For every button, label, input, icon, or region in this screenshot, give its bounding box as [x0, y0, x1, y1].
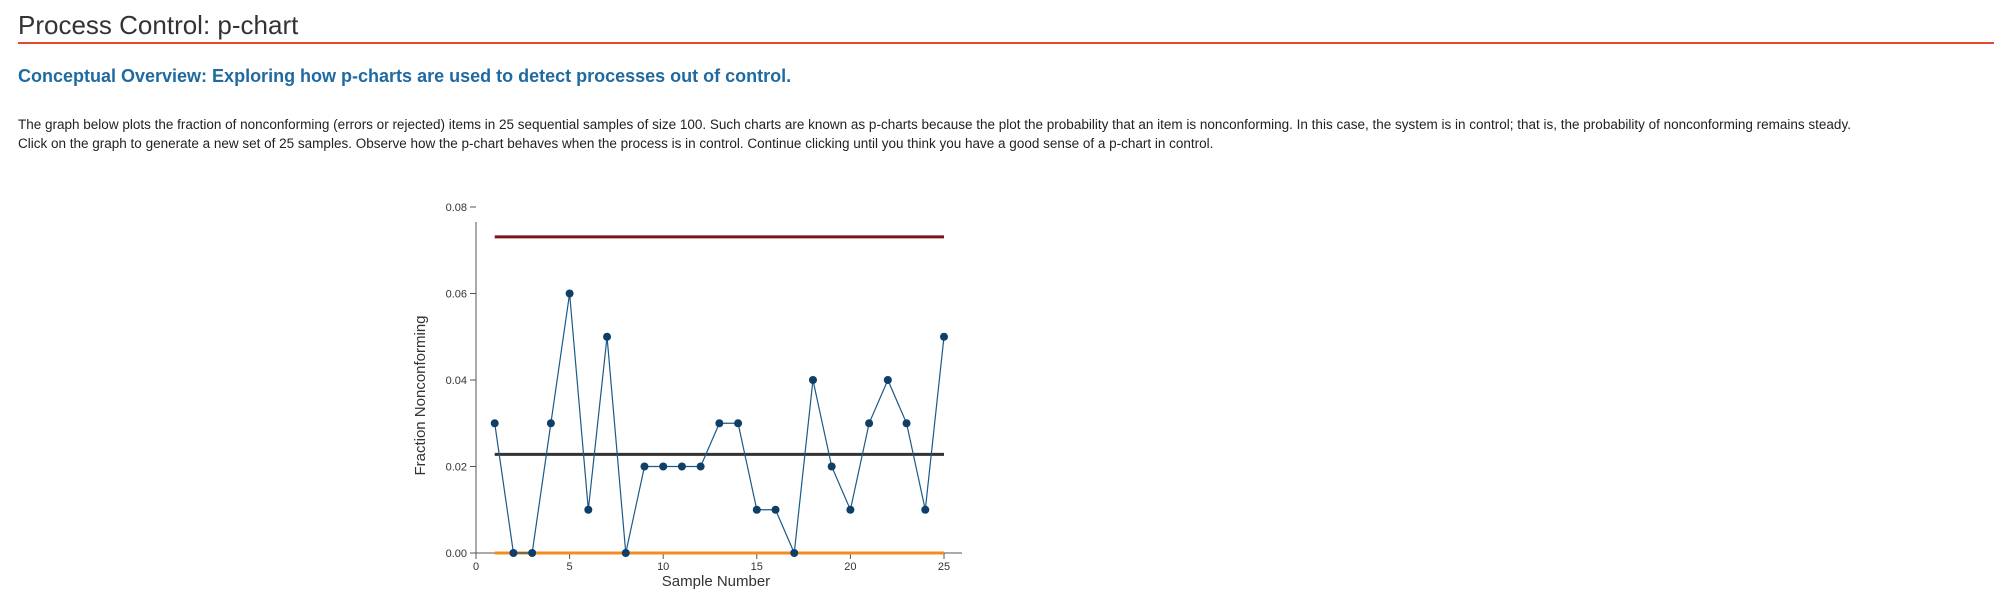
data-point	[566, 290, 574, 298]
data-point	[809, 376, 817, 384]
data-point	[921, 506, 929, 514]
data-point	[528, 549, 536, 557]
data-point	[903, 419, 911, 427]
y-axis-label: Fraction Nonconforming	[412, 315, 429, 476]
data-point	[603, 333, 611, 341]
data-point	[734, 419, 742, 427]
description-line-2: Click on the graph to generate a new set of 25 samples. Observe how the p-chart behaves when the process is in control. Continue clicking until you think you have a good sense of a p-chart in control.	[18, 136, 1214, 151]
y-tick-label: 0.04	[445, 375, 467, 387]
data-point	[884, 376, 892, 384]
p-chart[interactable]	[0, 0, 1000, 606]
control-lines-layer	[495, 237, 944, 553]
y-tick-label: 0.02	[445, 461, 467, 474]
x-axis-label: Sample Number	[661, 573, 771, 590]
series-layer	[491, 290, 948, 558]
conceptual-overview-heading: Conceptual Overview: Exploring how p-charts are used to detect processes out of control.	[18, 66, 792, 86]
data-point	[772, 506, 780, 514]
data-point	[509, 549, 517, 557]
x-tick-label: 10	[657, 561, 670, 573]
data-point	[640, 463, 648, 471]
data-point	[584, 506, 592, 514]
data-point	[491, 419, 499, 427]
data-point	[659, 463, 667, 471]
page-title: Process Control: p-chart	[18, 10, 299, 40]
data-point	[865, 419, 873, 427]
data-point	[697, 463, 705, 471]
x-tick-label: 15	[750, 561, 763, 573]
data-point	[846, 506, 854, 514]
data-point	[622, 549, 630, 557]
y-tick-label: 0.00	[445, 548, 467, 560]
y-tick-label: 0.06	[445, 288, 467, 301]
y-tick-label: 0.08	[445, 202, 467, 214]
description-line-1: The graph below plots the fraction of nonconforming (errors or rejected) items in 25 sequential samples of size 100. Such charts are known as p-charts because the plot the probability that an item is nonconforming. In this case, the system is in control; that is, the probability of nonconforming remains steady.	[18, 117, 1851, 132]
x-tick-label: 20	[844, 561, 857, 573]
data-point	[940, 333, 948, 341]
x-tick-label: 5	[566, 561, 573, 573]
data-point	[547, 419, 555, 427]
data-point	[678, 463, 686, 471]
data-point	[753, 506, 761, 514]
data-point	[715, 419, 723, 427]
data-point	[790, 549, 798, 557]
x-tick-label: 0	[472, 561, 480, 573]
data-point	[828, 463, 836, 471]
x-tick-label: 25	[937, 561, 951, 573]
